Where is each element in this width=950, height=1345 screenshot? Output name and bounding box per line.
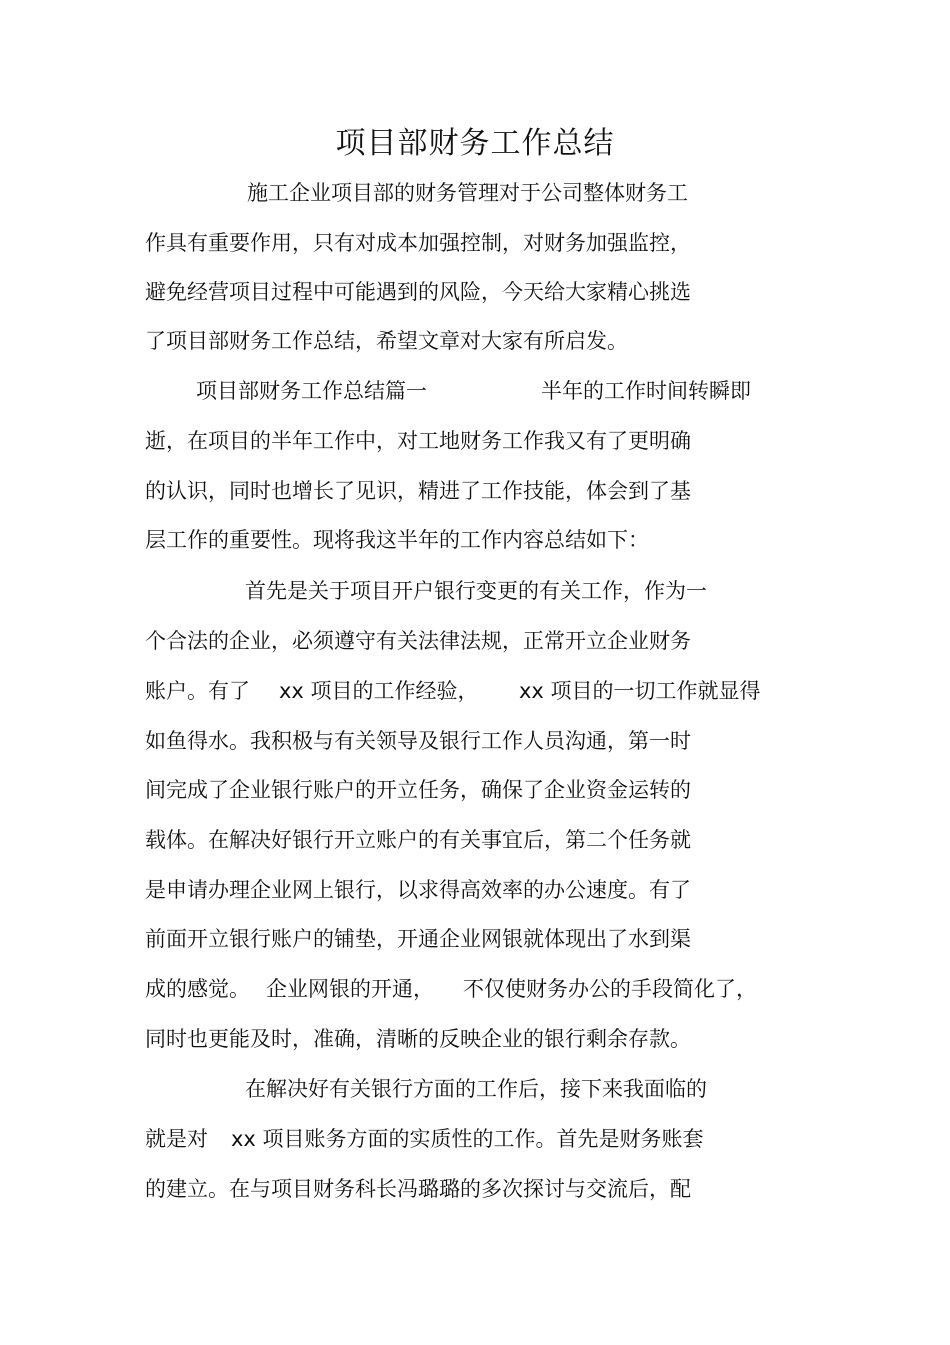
paragraph-line: 层工作的重要性。现将我这半年的工作内容总结如下： bbox=[145, 528, 649, 552]
paragraph-line: 逝，在项目的半年工作中，对工地财务工作我又有了更明确 bbox=[145, 429, 691, 453]
paragraph-line: 载体。在解决好银行开立账户的有关事宜后，第二个任务就 bbox=[145, 828, 691, 852]
paragraph-line: 的认识，同时也增长了见识，精进了工作技能，体会到了基 bbox=[145, 479, 691, 503]
section-heading: 项目部财务工作总结篇一 bbox=[196, 379, 427, 403]
line-segment: 企业网银的开通， bbox=[266, 977, 434, 1001]
paragraph-line: 个合法的企业，必须遵守有关法律法规，正常开立企业财务 bbox=[145, 629, 691, 653]
paragraph-line: 如鱼得水。我积极与有关领导及银行工作人员沟通，第一时 bbox=[145, 729, 691, 753]
paragraph-line: 前面开立银行账户的铺垫，开通企业网银就体现出了水到渠 bbox=[145, 927, 691, 951]
paragraph-line: 间完成了企业银行账户的开立任务，确保了企业资金运转的 bbox=[145, 778, 691, 802]
paragraph-line: 的建立。在与项目财务科长冯璐璐的多次探讨与交流后，配 bbox=[145, 1177, 691, 1201]
paragraph-line: 了项目部财务工作总结，希望文章对大家有所启发。 bbox=[145, 329, 628, 353]
paragraph-line: 避免经营项目过程中可能遇到的风险，今天给大家精心挑选 bbox=[145, 280, 691, 304]
line-segment: 成的感觉。 bbox=[145, 977, 250, 1001]
paragraph-line: 首先是关于项目开户银行变更的有关工作，作为一 bbox=[245, 579, 707, 603]
line-segment: xx 项目的工作经验， bbox=[279, 679, 479, 703]
line-segment: xx 项目账务方面的实质性的工作。首先是财务账套 bbox=[231, 1127, 704, 1151]
paragraph-line: 半年的工作时间转瞬即 bbox=[541, 379, 751, 403]
line-segment: 账户。有了 bbox=[145, 679, 250, 703]
paragraph-line: 同时也更能及时，准确，清晰的反映企业的银行剩余存款。 bbox=[145, 1027, 691, 1051]
paragraph-line: 是申请办理企业网上银行，以求得高效率的办公速度。有了 bbox=[145, 878, 691, 902]
paragraph-line: 作具有重要作用，只有对成本加强控制，对财务加强监控， bbox=[145, 231, 691, 255]
line-segment: xx 项目的一切工作就显得 bbox=[519, 679, 761, 703]
paragraph-line: 在解决好有关银行方面的工作后，接下来我面临的 bbox=[245, 1077, 707, 1101]
line-segment: 不仅使财务办公的手段简化了， bbox=[463, 977, 757, 1001]
line-segment: 就是对 bbox=[145, 1127, 208, 1151]
paragraph-line: 施工企业项目部的财务管理对于公司整体财务工 bbox=[247, 181, 688, 205]
document-title: 项目部财务工作总结 bbox=[335, 126, 615, 161]
